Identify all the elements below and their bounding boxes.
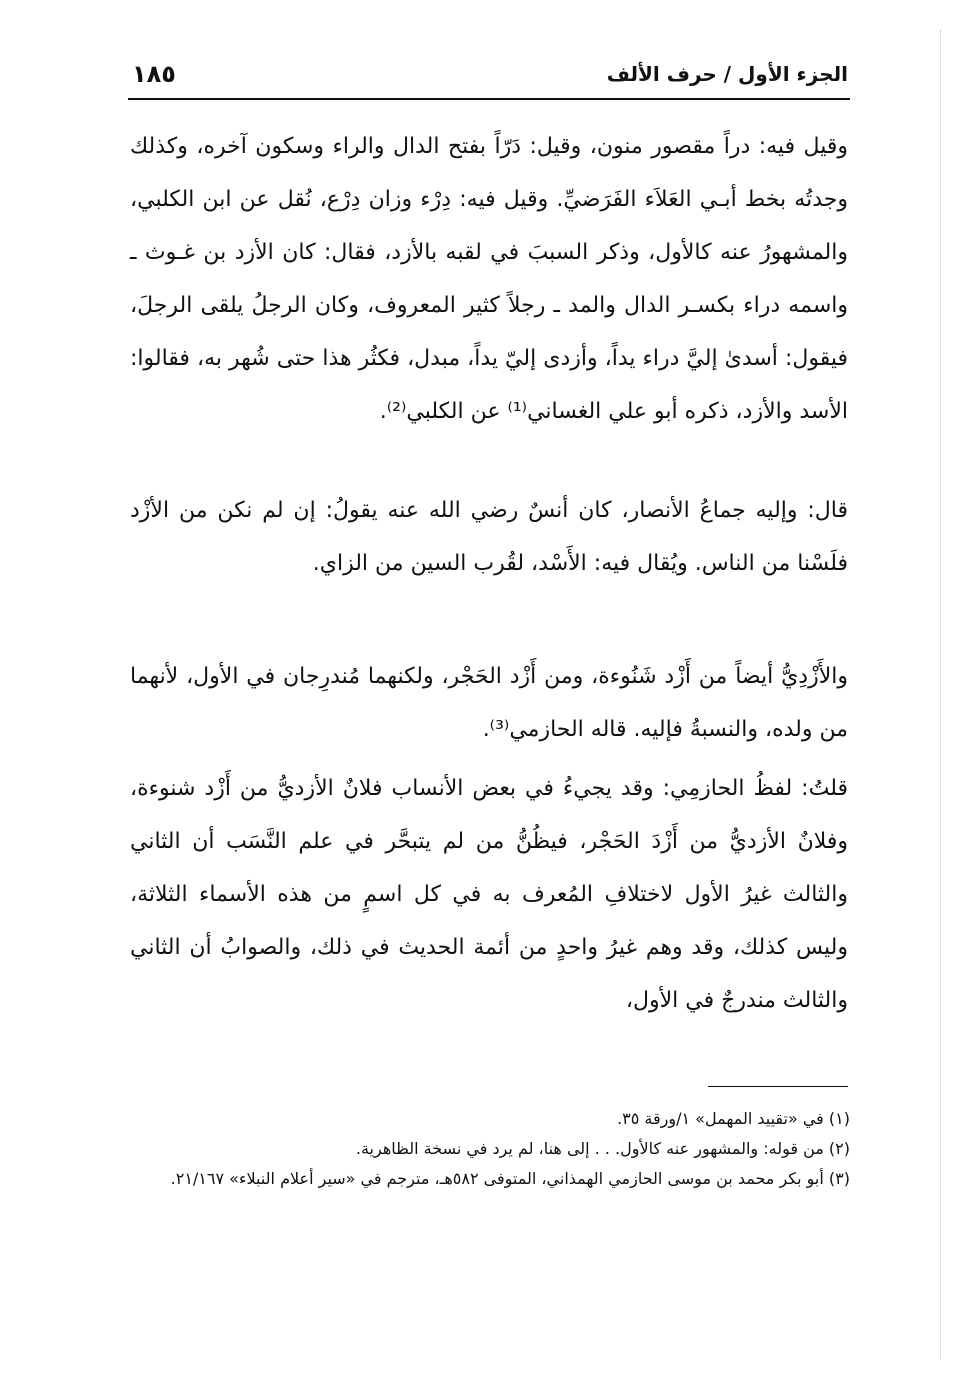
page-number: ١٨٥ bbox=[132, 60, 176, 88]
body-paragraph bbox=[130, 120, 848, 438]
paragraph-text: والأَزْدِيُّ أيضاً من أَزْد شَنُوءة، ومن أَزْد الحَجْر، ولكنهما مُندرِجان في الأول، لأنهما من ولده، والنسبةُ فإليه. قاله الحازمي⁽³⁾. bbox=[130, 664, 848, 742]
footnote-item: (٢) من قوله: والمشهور عنه كالأول. . . إلى هنا، لم يرد في نسخة الظاهرية. bbox=[355, 1139, 850, 1158]
footnote-separator bbox=[708, 1086, 848, 1087]
paragraph-text: قلتُ: لفظُ الحازمِي: وقد يجيءُ في بعض الأنساب فلانٌ الأزديُّ من أَزْد شنوءة، وفلانٌ الأزديُّ من أَزْدَ الحَجْر، فيظُنُّ من لم يتبحَّر في علم النَّسَب أن الثاني والثالث غيرُ الأول لاختلافِ المُعرف به في كل اسمٍ من هذه الأسماء الثلاثة، وليس كذلك، وقد وهم غيرُ واحدٍ من أئمة الحديث في ذلك، والصوابُ أن الثاني والثالث مندرجٌ في الأول، bbox=[130, 776, 848, 1013]
running-header bbox=[128, 58, 850, 100]
footnote-item: (٣) أبو بكر محمد بن موسى الحازمي الهمذاني، المتوفى ٥٨٢هـ، مترجم في «سير أعلام النبلاء» ٢١/١٦٧. bbox=[170, 1169, 850, 1188]
footnote-item: (١) في «تقييد المهمل» ١/ورقة ٣٥. bbox=[617, 1109, 850, 1128]
body-paragraph bbox=[130, 762, 848, 1027]
page-edge-dotted-line bbox=[940, 30, 941, 1360]
running-title: الجزء الأول / حرف الألف bbox=[606, 62, 848, 86]
paragraph-text: قال: وإليه جماعُ الأنصار، كان أنسٌ رضي الله عنه يقولُ: إن لم نكن من الأزْد فلَسْنا من الناس. ويُقال فيه: الأَسْد، لقُرب السين من الزاي. bbox=[130, 498, 848, 576]
body-paragraph bbox=[130, 484, 848, 590]
paragraph-text: وقيل فيه: دراً مقصور منون، وقيل: دَرّاً بفتح الدال والراء وسكون آخره، وكذلك وجدتُه بخط أبـي العَلاَء الفَرَضيِّ. وقيل فيه: دِرْء وزان دِرْع، نُقل عن ابن الكلبي، والمشهورُ عنه كالأول، وذكر السببَ في لقبه بالأزد، فقال: كان الأزد بن غـوث ـ واسمه دراء بكسـر الدال والمد ـ رجلاً كثير المعروف، وكان الرجلُ يلقى الرجلَ، فيقول: أسدىٰ إليَّ دراء يداً، وأزدى إليّ يداً، مبدل، فكثُر هذا حتى شُهر به، فقالوا: الأسد والأزد، ذكره أبو علي الغساني⁽¹⁾ عن الكلبي⁽²⁾. bbox=[130, 134, 848, 424]
footnotes bbox=[160, 1104, 850, 1194]
body-paragraph bbox=[130, 650, 848, 756]
